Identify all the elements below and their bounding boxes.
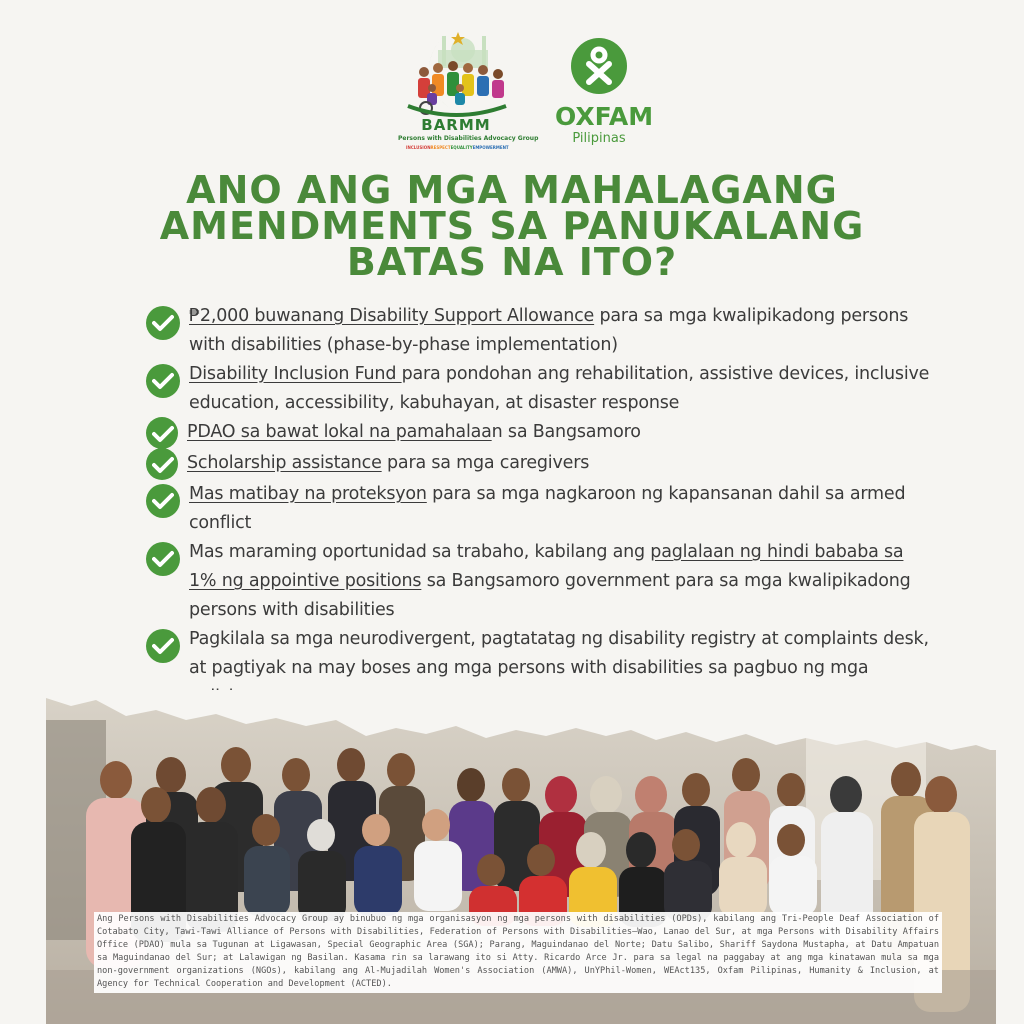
list-item-text [187,418,641,447]
checkmark-icon [146,629,180,663]
oxfam-wordmark: OXFAM [555,102,654,131]
item-text: para pondohan ang rehabilitation, assistive devices, inclusive education, accessibility, kabuhayan, at disaster response [189,364,930,413]
page-title: ANO ANG MGA MAHALAGANG AMENDMENTS SA PANUKALANG BATAS NA ITO? [159,168,865,284]
item-text: para sa mga caregivers [381,453,590,473]
list-item [146,480,936,538]
highlight-text: PDAO sa bawat lokal na pamahalaa [187,422,492,442]
highlight-text: paglalaan ng hindi bababa sa 1% ng appointive positions [189,542,904,591]
list-item-text [189,538,936,625]
item-text: para sa mga kwalipikadong persons with disabilities (phase-by-phase implementation) [189,306,909,355]
logo-row [0,28,1024,158]
highlight-text: Scholarship assistance [187,453,382,473]
amendments-list [146,302,936,712]
item-text: Pagkilala sa mga neurodivergent, pagtatatag ng disability registry at complaints desk, at pagtiyak na may boses ang mga persons with disabilities sa pagbuo ng mga [189,629,929,678]
oxfam-subtitle: Pilipinas [572,131,626,146]
list-item [146,418,936,449]
list-item-text [187,449,589,478]
list-item [146,449,936,480]
barmm-tag: INCLUSION [406,145,431,150]
item-text: para sa mga nagkaroon ng kapansanan dahil sa armed conflict [189,484,906,533]
barmm-tag: EQUALITY [450,145,473,150]
checkmark-icon [146,448,178,480]
photo-caption: Ang Persons with Disabilities Advocacy Group ay binubuo ng mga organisasyon ng mga persons with disabilities (OPDs), kabilang ang Tri-People Deaf Association of Cotabato City, Tawi-Tawi Alliance of Persons with Disabilities, Federation of Persons with Disabilities–Wao, Lanao del Sur, at mga Persons with Disability Affairs Office (PDAO) mula sa Tugunan at Ligawasan, Special Geographic Area (SGA); Parang, Maguindanao del Norte; Datu Salibo, Shariff Saydona Mustapha, at Datu Ampatuan sa Maguindanao del Sur; at Lalawigan ng Basilan. Kasama rin sa larawang ito si Atty. Ricardo Arce Jr. para sa legal na paggabay at ang mga kinatawan mula sa mga non-government organizations (NGOs), kabilang ang Al-Mujadilah Women's Association (AMWA), UnYPhil-Women, WEAct135, Oxfam Pilipinas, Humanity & Inclusion, at Agency for Technical Cooperation and Development (ACTED). [94,912,942,993]
checkmark-icon [146,484,180,518]
barmm-tag: EMPOWERMENT [472,145,509,150]
list-item [146,302,936,360]
barmm-logo [398,28,539,158]
list-item [146,360,936,418]
checkmark-icon [146,364,180,398]
list-item-text [189,480,936,538]
list-item [146,538,936,625]
highlight-text: Disability Inclusion Fund [189,364,402,384]
barmm-crescent-people-icon [398,28,514,120]
barmm-wordmark: BARMM [421,116,491,134]
checkmark-icon [146,417,178,449]
highlight-text: ₱2,000 buwanang Disability Support Allowance [189,306,595,326]
item-text: n sa Bangsamoro [491,422,641,442]
checkmark-icon [146,542,180,576]
oxfam-person-icon [571,38,627,94]
item-text: sa Bangsamoro government para sa mga kwalipikadong persons with disabilities [189,571,911,620]
checkmark-icon [146,306,180,340]
highlight-text: Mas matibay na proteksyon [189,484,427,504]
item-text: Mas maraming oportunidad sa trabaho, kabilang ang [189,542,651,562]
oxfam-logo [555,38,654,158]
barmm-tags [406,145,509,150]
list-item-text [189,302,936,360]
barmm-subtitle: Persons with Disabilities Advocacy Group [398,135,539,142]
barmm-tag: RESPECT [430,145,451,150]
list-item-text [189,360,936,418]
